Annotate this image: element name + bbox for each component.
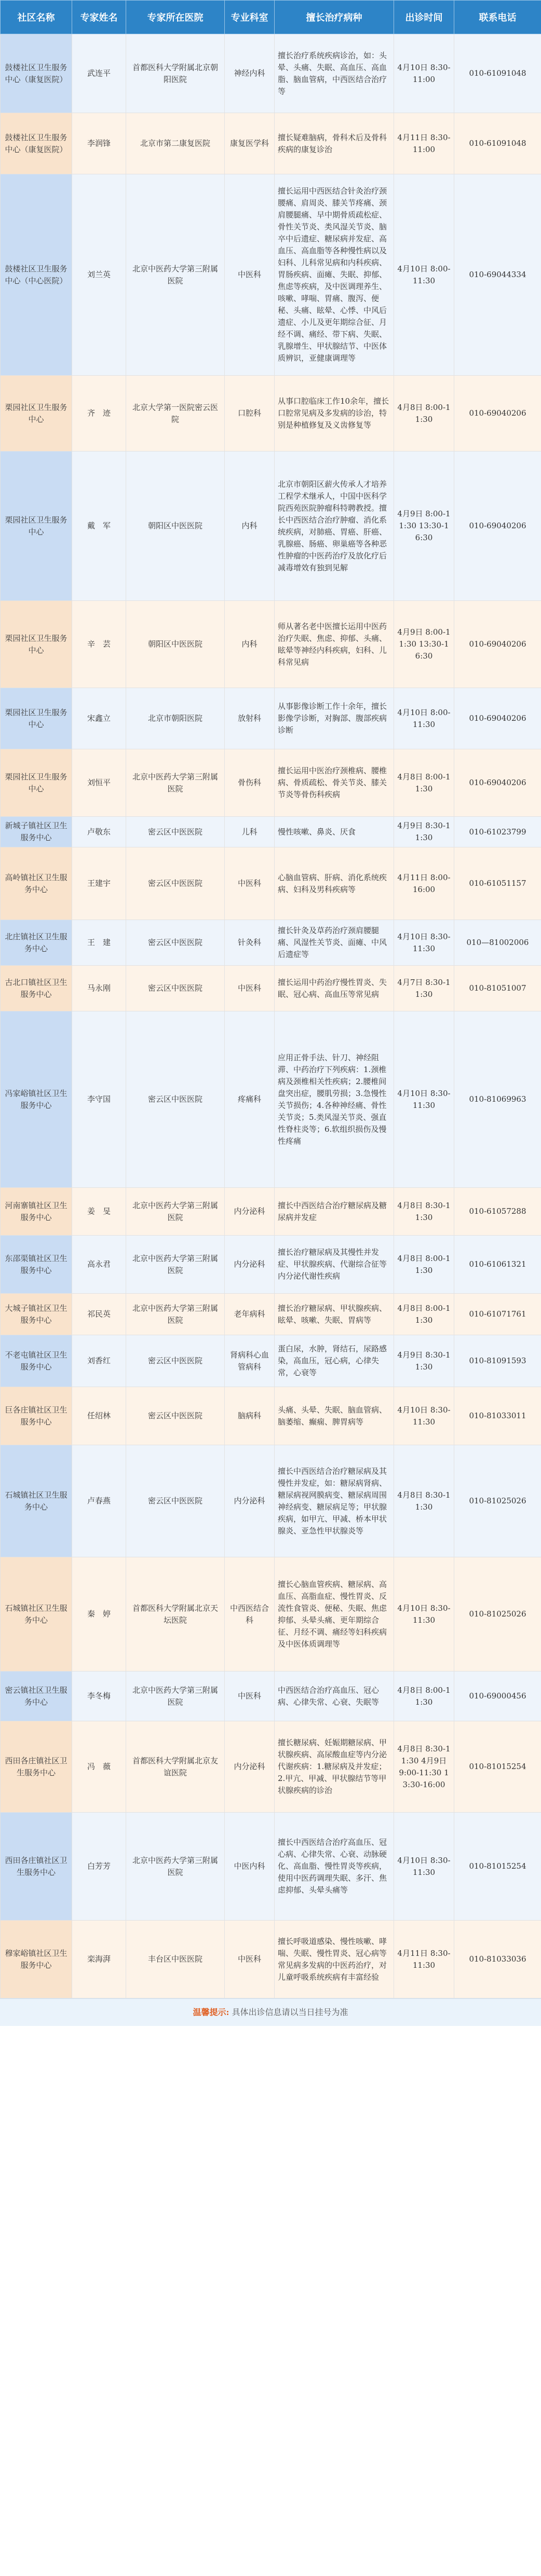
cell-community: 栗园社区卫生服务中心 [1,601,72,688]
cell-name: 秦 婷 [72,1557,126,1671]
table-row [1,1387,541,1445]
cell-time: 4月8日 8:00-11:30 [394,376,454,451]
cell-phone: 010-61091048 [454,34,541,113]
cell-name: 白芳芳 [72,1813,126,1921]
table-row [1,920,541,966]
cell-name: 李润锋 [72,113,126,174]
cell-phone: 010-81033011 [454,1387,541,1445]
cell-name: 李守国 [72,1011,126,1188]
cell-specialty: 擅长疑难脑病，骨科术后及骨科疾病的康复诊治 [275,113,394,174]
cell-name: 栾海湃 [72,1921,126,1998]
cell-hospital: 北京中医药大学第三附属医院 [126,1294,225,1335]
header-phone: 联系电话 [454,1,541,34]
cell-name: 姜 旻 [72,1188,126,1236]
cell-phone: 010-69040206 [454,376,541,451]
cell-hospital: 密云区中医医院 [126,1445,225,1557]
cell-phone: 010-81015254 [454,1813,541,1921]
cell-name: 刘恒平 [72,749,126,817]
cell-hospital: 北京中医药大学第三附属医院 [126,1236,225,1294]
cell-name: 刘兰英 [72,174,126,376]
header-dept: 专业科室 [225,1,275,34]
cell-specialty: 擅长治疗糖尿病及其慢性并发症、甲状腺疾病、代谢综合征等内分泌代谢性疾病 [275,1236,394,1294]
header-community: 社区名称 [1,1,72,34]
cell-dept: 肾病科心血管病科 [225,1335,275,1387]
cell-specialty: 心脑血管病、肝病、消化系统疾病、妇科及男科疾病等 [275,847,394,920]
cell-hospital: 密云区中医医院 [126,817,225,847]
cell-dept: 脑病科 [225,1387,275,1445]
cell-community: 栗园社区卫生服务中心 [1,688,72,749]
table-row [1,1294,541,1335]
cell-phone: 010-81025026 [454,1445,541,1557]
cell-community: 鼓楼社区卫生服务中心（康复医院） [1,113,72,174]
cell-hospital: 北京中医药大学第三附属医院 [126,1671,225,1721]
cell-hospital: 首都医科大学附属北京友谊医院 [126,1721,225,1813]
cell-name: 武连平 [72,34,126,113]
cell-time: 4月9日 8:30-11:30 [394,1335,454,1387]
cell-dept: 疼痛科 [225,1011,275,1188]
cell-hospital: 北京市第二康复医院 [126,113,225,174]
cell-specialty: 中西医结合治疗高血压、冠心病、心律失常、心衰、失眠等 [275,1671,394,1721]
cell-community: 北庄镇社区卫生服务中心 [1,920,72,966]
cell-dept: 内分泌科 [225,1236,275,1294]
table-row [1,817,541,847]
cell-phone: 010-69044334 [454,174,541,376]
header-time: 出诊时间 [394,1,454,34]
cell-specialty: 擅长运用中医治疗颈椎病、腰椎病、骨质疏松、骨关节炎、膝关节炎等骨伤科疾病 [275,749,394,817]
table-row [1,34,541,113]
cell-time: 4月8日 8:00-11:30 [394,1236,454,1294]
table-row [1,174,541,376]
cell-name: 冯 薇 [72,1721,126,1813]
cell-specialty: 擅长糖尿病、妊娠期糖尿病、甲状腺疾病、高尿酸血症等内分泌代谢疾病：1.糖尿病及并发症；2.甲亢、甲减、甲状腺结节等甲状腺疾病的诊治 [275,1721,394,1813]
cell-dept: 中医科 [225,966,275,1011]
cell-hospital: 北京大学第一医院密云医院 [126,376,225,451]
cell-dept: 中医科 [225,174,275,376]
cell-community: 大城子镇社区卫生服务中心 [1,1294,72,1335]
cell-time: 4月10日 8:00-11:30 [394,688,454,749]
cell-name: 卢敬东 [72,817,126,847]
cell-phone: 010-61023799 [454,817,541,847]
cell-community: 河南寨镇社区卫生服务中心 [1,1188,72,1236]
cell-phone: 010-81091593 [454,1335,541,1387]
cell-dept: 中医科 [225,1671,275,1721]
cell-phone: 010-69040206 [454,451,541,601]
cell-dept: 中西医结合科 [225,1557,275,1671]
table-row [1,1721,541,1813]
cell-phone: 010-81015254 [454,1721,541,1813]
table-row [1,688,541,749]
cell-phone: 010-69040206 [454,749,541,817]
cell-hospital: 密云区中医医院 [126,1335,225,1387]
cell-community: 石城镇社区卫生服务中心 [1,1445,72,1557]
cell-specialty: 擅长治疗糖尿病、甲状腺疾病、眩晕、咳嗽、失眠、胃病等 [275,1294,394,1335]
cell-name: 马永刚 [72,966,126,1011]
cell-dept: 内科 [225,601,275,688]
cell-specialty: 慢性咳嗽、鼻炎、厌食 [275,817,394,847]
cell-dept: 内科 [225,451,275,601]
table-row [1,1813,541,1921]
cell-name: 王建宇 [72,847,126,920]
cell-community: 栗园社区卫生服务中心 [1,376,72,451]
cell-time: 4月9日 8:30-11:30 [394,817,454,847]
footer-note [0,1998,541,2026]
cell-specialty: 擅长运用中西医结合针灸治疗颈腰痛、肩周炎、膝关节疼痛、颈肩腰腿痛、早中期骨质疏松症、骨性关节炎、类风湿关节炎、脑卒中后遗症、糖尿病并发症、高血压、高血脂等各种慢性病以及妇科、儿科常见病和内科疾病、胃肠疾病、面瘫、失眠、抑郁、焦虑等疾病，及中医调理养生、咳嗽、哮喘、胃痛、腹泻、便秘、头痛、眩晕、心悸、中风后遗症、小儿及更年期综合征、月经不调、痛经、带下病、失眠、乳腺增生、甲状腺结节、中医体质辨识，亚健康调理等 [275,174,394,376]
cell-time: 4月10日 8:30-11:30 [394,1011,454,1188]
cell-hospital: 北京中医药大学第三附属医院 [126,1188,225,1236]
cell-specialty: 擅长中西医结合治疗高血压、冠心病、心律失常、心衰、动脉硬化、高血脂、慢性胃炎等疾病，使用中医药调理失眠、多汗、焦虑抑郁、头晕头痛等 [275,1813,394,1921]
cell-specialty: 擅长治疗系统疾病诊治，如：头晕、头痛、失眠、高血压、高血脂、脑血管病，中西医结合治疗等 [275,34,394,113]
cell-specialty: 师从著名老中医擅长运用中医药治疗失眠、焦虑、抑郁、头痛、眩晕等神经内科疾病，妇科、儿科常见病 [275,601,394,688]
table-row [1,966,541,1011]
cell-hospital: 朝阳区中医医院 [126,451,225,601]
cell-community: 穆家峪镇社区卫生服务中心 [1,1921,72,1998]
cell-dept: 放射科 [225,688,275,749]
cell-dept: 神经内科 [225,34,275,113]
cell-specialty: 从事口腔临床工作10余年，擅长口腔常见病及多发病的诊治，特别是种植修复及义齿修复等 [275,376,394,451]
cell-community: 鼓楼社区卫生服务中心（康复医院） [1,34,72,113]
cell-dept: 骨伤科 [225,749,275,817]
cell-time: 4月11日 8:30-11:30 [394,1921,454,1998]
table-row [1,749,541,817]
cell-phone: 010-81069963 [454,1011,541,1188]
cell-specialty: 擅长心脑血管疾病、糖尿病、高血压、高脂血症、慢性胃炎、反流性食管炎、便秘、失眠、焦虑抑郁、头晕头痛、更年期综合征、月经不调、痛经等妇科疾病及中医体质调理等 [275,1557,394,1671]
table-row [1,113,541,174]
cell-phone: 010-69040206 [454,688,541,749]
cell-community: 栗园社区卫生服务中心 [1,451,72,601]
cell-hospital: 北京中医药大学第三附属医院 [126,749,225,817]
cell-name: 高永君 [72,1236,126,1294]
cell-dept: 内分泌科 [225,1721,275,1813]
cell-dept: 口腔科 [225,376,275,451]
cell-time: 4月8日 8:30-11:30 4月9日 9:00-11:30 13:30-16:00 [394,1721,454,1813]
cell-hospital: 首都医科大学附属北京天坛医院 [126,1557,225,1671]
cell-time: 4月9日 8:00-11:30 13:30-16:30 [394,601,454,688]
cell-dept: 儿科 [225,817,275,847]
table-header [1,1,541,34]
cell-specialty: 擅长针灸及草药治疗颈肩腰腿痛、风湿性关节炎、面瘫、中风后遗症等 [275,920,394,966]
cell-time: 4月11日 8:00-16:00 [394,847,454,920]
cell-specialty: 应用正骨手法、针刀、神经阻滞、中药治疗下列疾病：1.颈椎病及颈椎相关性疾病；2.腰椎间盘突出症，腰肌劳损；3.急慢性关节损伤；4.各种神经痛、骨性关节炎；5.类风湿关节炎、强直性脊柱炎等；6.软组织损伤及慢性疼痛 [275,1011,394,1188]
cell-name: 祁民英 [72,1294,126,1335]
footer-tip-text: 具体出诊信息请以当日挂号为准 [232,2007,348,2017]
cell-community: 栗园社区卫生服务中心 [1,749,72,817]
cell-phone: 010-61091048 [454,113,541,174]
cell-community: 巨各庄镇社区卫生服务中心 [1,1387,72,1445]
cell-name: 李冬梅 [72,1671,126,1721]
cell-name: 刘香红 [72,1335,126,1387]
cell-community: 西田各庄镇社区卫生服务中心 [1,1813,72,1921]
cell-specialty: 擅长中西医结合治疗糖尿病及糖尿病并发症 [275,1188,394,1236]
cell-community: 高岭镇社区卫生服务中心 [1,847,72,920]
header-name: 专家姓名 [72,1,126,34]
table-row [1,1445,541,1557]
header-specialty: 擅长治疗病种 [275,1,394,34]
cell-community: 不老屯镇社区卫生服务中心 [1,1335,72,1387]
cell-hospital: 密云区中医医院 [126,966,225,1011]
table-row [1,1557,541,1671]
footer-tip-label: 温馨提示: [193,2007,229,2017]
cell-community: 古北口镇社区卫生服务中心 [1,966,72,1011]
cell-phone: 010-61061321 [454,1236,541,1294]
cell-phone: 010-81033036 [454,1921,541,1998]
header-hospital: 专家所在医院 [126,1,225,34]
cell-time: 4月8日 8:30-11:30 [394,1445,454,1557]
cell-hospital: 北京中医药大学第三附属医院 [126,174,225,376]
cell-time: 4月10日 8:30-11:30 [394,1557,454,1671]
cell-name: 齐 迹 [72,376,126,451]
cell-hospital: 密云区中医医院 [126,847,225,920]
cell-phone: 010-61051157 [454,847,541,920]
cell-community: 鼓楼社区卫生服务中心（中心医院） [1,174,72,376]
cell-name: 宋鑫立 [72,688,126,749]
table-row [1,1236,541,1294]
cell-dept: 内分泌科 [225,1445,275,1557]
cell-dept: 老年病科 [225,1294,275,1335]
cell-hospital: 密云区中医医院 [126,1011,225,1188]
table-row [1,1671,541,1721]
cell-hospital: 首都医科大学附属北京朝阳医院 [126,34,225,113]
cell-phone: 010-81025026 [454,1557,541,1671]
cell-time: 4月8日 8:00-11:30 [394,1671,454,1721]
cell-time: 4月10日 8:30-11:30 [394,1387,454,1445]
cell-name: 辛 芸 [72,601,126,688]
cell-time: 4月10日 8:30-11:00 [394,34,454,113]
table-body [1,34,541,1998]
cell-name: 王 建 [72,920,126,966]
cell-specialty: 蛋白尿，水肿，肾结石，尿路感染，高血压，冠心病，心律失常，心衰等 [275,1335,394,1387]
table-row [1,601,541,688]
cell-phone: 010-69040206 [454,601,541,688]
cell-time: 4月11日 8:30-11:00 [394,113,454,174]
cell-hospital: 北京中医药大学第三附属医院 [126,1813,225,1921]
cell-time: 4月7日 8:30-11:30 [394,966,454,1011]
cell-specialty: 擅长中西医结合治疗糖尿病及其慢性并发症，如：糖尿病肾病、糖尿病视网膜病变、糖尿病周围神经病变、糖尿病足等；甲状腺疾病，如甲亢、甲减、桥本甲状腺炎、亚急性甲状腺炎等 [275,1445,394,1557]
cell-hospital: 丰台区中医医院 [126,1921,225,1998]
cell-hospital: 朝阳区中医医院 [126,601,225,688]
table-row [1,1011,541,1188]
table-row [1,1188,541,1236]
cell-phone: 010-81051007 [454,966,541,1011]
cell-hospital: 北京市朝阳医院 [126,688,225,749]
cell-hospital: 密云区中医医院 [126,920,225,966]
cell-dept: 内分泌科 [225,1188,275,1236]
cell-dept: 中医科 [225,1921,275,1998]
cell-phone: 010-69000456 [454,1671,541,1721]
cell-specialty: 擅长运用中药治疗慢性胃炎、失眠、冠心病、高血压等常见病 [275,966,394,1011]
cell-dept: 针灸科 [225,920,275,966]
cell-dept: 康复医学科 [225,113,275,174]
cell-specialty: 从事影像诊断工作十余年，擅长影像学诊断，对胸部、腹部疾病诊断 [275,688,394,749]
table-row [1,451,541,601]
table-row [1,847,541,920]
cell-time: 4月10日 8:30-11:30 [394,1813,454,1921]
cell-time: 4月8日 8:30-11:30 [394,1188,454,1236]
cell-name: 卢春燕 [72,1445,126,1557]
table-row [1,376,541,451]
cell-name: 戴 军 [72,451,126,601]
cell-name: 任绍林 [72,1387,126,1445]
cell-dept: 中医内科 [225,1813,275,1921]
cell-specialty: 头痛、头晕、失眠、脑血管病、脑萎缩、癫痫、脾胃病等 [275,1387,394,1445]
cell-community: 新城子镇社区卫生服务中心 [1,817,72,847]
cell-time: 4月10日 8:00-11:30 [394,174,454,376]
cell-specialty: 北京市朝阳区薪火传承人才培养工程学术继承人，中国中医科学院西苑医院肿瘤科特聘教授。擅长中西医结合治疗肿瘤、消化系统疾病，对肺癌、胃癌、肝癌、乳腺癌、肠癌、卵巢癌等各种恶性肿瘤的中医药治疗及放化疗后减毒增效有独到见解 [275,451,394,601]
cell-phone: 010-61071761 [454,1294,541,1335]
cell-time: 4月8日 8:00-11:30 [394,749,454,817]
cell-dept: 中医科 [225,847,275,920]
cell-community: 东邵渠镇社区卫生服务中心 [1,1236,72,1294]
table-row [1,1335,541,1387]
cell-hospital: 密云区中医医院 [126,1387,225,1445]
cell-community: 西田各庄镇社区卫生服务中心 [1,1721,72,1813]
cell-community: 冯家峪镇社区卫生服务中心 [1,1011,72,1188]
cell-time: 4月8日 8:00-11:30 [394,1294,454,1335]
cell-phone: 010-61057288 [454,1188,541,1236]
cell-phone: 010—81002006 [454,920,541,966]
cell-specialty: 擅长呼吸道感染、慢性咳嗽、哮喘、失眠、慢性胃炎、冠心病等常见病多发病的中医药治疗，对儿童呼吸系统疾病有丰富经验 [275,1921,394,1998]
cell-time: 4月9日 8:00-11:30 13:30-16:30 [394,451,454,601]
cell-time: 4月10日 8:30-11:30 [394,920,454,966]
cell-community: 密云镇社区卫生服务中心 [1,1671,72,1721]
cell-community: 石城镇社区卫生服务中心 [1,1557,72,1671]
table-row [1,1921,541,1998]
